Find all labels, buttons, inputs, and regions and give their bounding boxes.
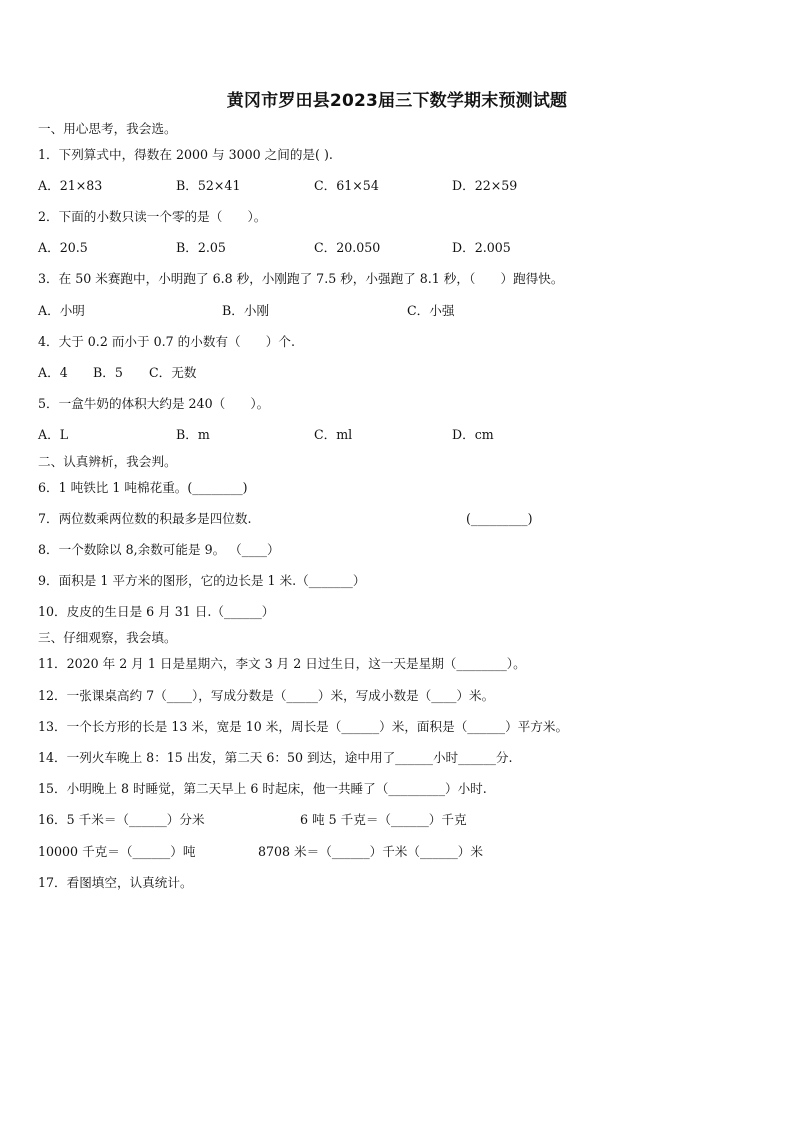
question-16-part-a: 16．5 千米＝（______）分米: [38, 812, 205, 827]
section-heading-2: 二、认真辨析，我会判。: [38, 454, 177, 469]
q2-option-d: D．2.005: [452, 240, 511, 255]
question-7-blank: (_________): [466, 511, 533, 526]
question-10: 10．皮皮的生日是 6 月 31 日.（______）: [38, 604, 275, 619]
question-2: 2．下面的小数只读一个零的是（ ）。: [38, 209, 267, 224]
q1-option-b: B．52×41: [176, 178, 241, 193]
q1-option-c: C．61×54: [314, 178, 379, 193]
question-7: 7．两位数乘两位数的积最多是四位数.: [38, 511, 252, 526]
question-8: 8．一个数除以 8,余数可能是 9。 （____）: [38, 542, 280, 557]
question-13: 13．一个长方形的长是 13 米，宽是 10 米，周长是（______）米，面积是（______）平方米。: [38, 719, 569, 734]
q5-option-a: A．L: [38, 427, 69, 442]
question-9: 9．面积是 1 平方米的图形，它的边长是 1 米.（_______）: [38, 573, 366, 588]
q5-option-d: D．cm: [452, 427, 494, 442]
q2-option-c: C．20.050: [314, 240, 381, 255]
q3-option-a: A．小明: [38, 303, 85, 318]
question-5: 5．一盒牛奶的体积大约是 240（ ）。: [38, 396, 270, 411]
question-1: 1．下列算式中，得数在 2000 与 3000 之间的是( ).: [38, 147, 333, 162]
q4-option-a: A．4: [38, 365, 68, 380]
page-title: 黄冈市罗田县2023届三下数学期末预测试题: [226, 91, 568, 111]
question-16-part-c: 10000 千克＝（______）吨: [38, 844, 196, 859]
q3-option-c: C．小强: [407, 303, 455, 318]
question-12: 12．一张课桌高约 7（____），写成分数是（_____）米，写成小数是（____）米。: [38, 688, 495, 703]
question-11: 11．2020 年 2 月 1 日是星期六，李文 3 月 2 日过生日，这一天是星期（________）。: [38, 656, 526, 671]
question-6: 6．1 吨铁比 1 吨棉花重。(________): [38, 480, 248, 495]
question-3: 3．在 50 米赛跑中，小明跑了 6.8 秒，小刚跑了 7.5 秒，小强跑了 8.1 秒，（ ）跑得快。: [38, 271, 564, 286]
q4-option-c: C．无数: [149, 365, 197, 380]
question-17: 17．看图填空，认真统计。: [38, 875, 193, 890]
question-16-part-d: 8708 米＝（______）千米（______）米: [258, 844, 483, 859]
q3-option-b: B．小刚: [222, 303, 270, 318]
q1-option-a: A．21×83: [38, 178, 103, 193]
q5-option-b: B．m: [176, 427, 210, 442]
q2-option-a: A．20.5: [38, 240, 88, 255]
q2-option-b: B．2.05: [176, 240, 226, 255]
question-16-part-b: 6 吨 5 千克＝（______）千克: [300, 812, 467, 827]
section-heading-1: 一、用心思考，我会选。: [38, 121, 177, 136]
question-4: 4．大于 0.2 而小于 0.7 的小数有（ ）个.: [38, 334, 295, 349]
question-15: 15．小明晚上 8 时睡觉，第二天早上 6 时起床，他一共睡了（_________）小时.: [38, 781, 487, 796]
q1-option-d: D．22×59: [452, 178, 518, 193]
section-heading-3: 三、仔细观察，我会填。: [38, 630, 177, 645]
question-14: 14．一列火车晚上 8：15 出发，第二天 6：50 到达，途中用了______小时______分.: [38, 750, 513, 765]
q5-option-c: C．ml: [314, 427, 353, 442]
q4-option-b: B．5: [93, 365, 123, 380]
